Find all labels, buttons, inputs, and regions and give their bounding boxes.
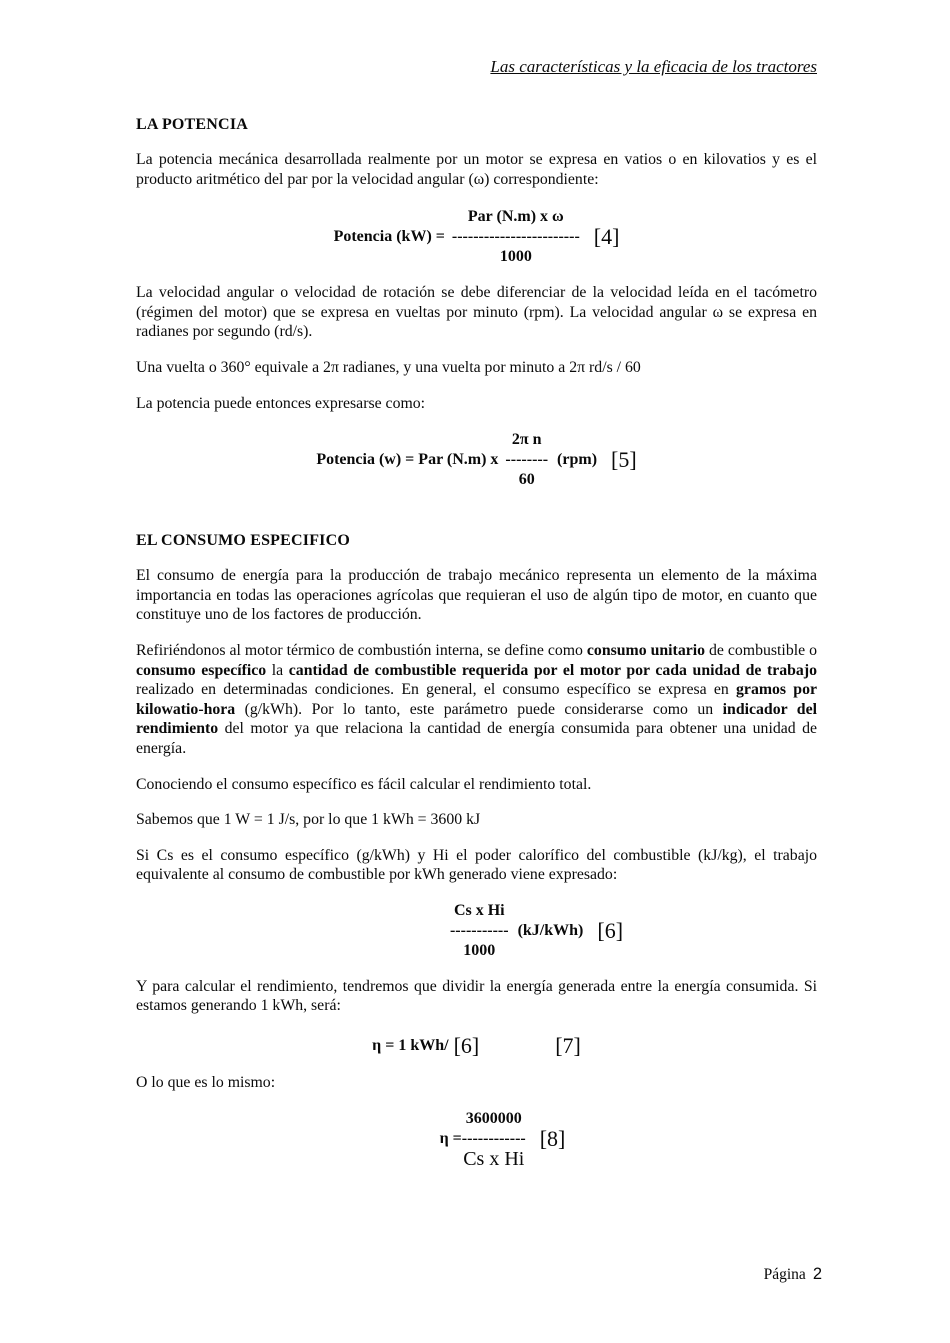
page-number: 2 [812,1265,822,1283]
paragraph-conociendo: Conociendo el consumo específico es fácil calcular el rendimiento total. [136,775,592,793]
section-heading-potencia: LA POTENCIA [136,116,248,133]
paragraph-potencia-expresarse: La potencia puede entonces expresarse como: [136,394,426,412]
fraction-bar: -------- [505,451,549,469]
formula-6 [196,901,877,961]
equation-ref-6: [6] [453,1033,480,1059]
paragraph-sabemos: Sabemos que 1 W = 1 J/s, por lo que 1 kWh = 3600 kJ [136,811,481,829]
bold-consumo-unitario: consumo unitario [586,641,706,659]
formula-4-numerator: Par (N.m) x ω [467,208,564,226]
formula-8-fraction [462,1109,526,1169]
formula-6-numerator: Cs x Hi [453,901,505,919]
formula-6-denominator: 1000 [463,941,496,959]
bold-gramos-kilowatio: gramos por kilowatio-hora [136,681,817,718]
formula-7-expression: η = 1 kWh/ [372,1037,449,1055]
paragraph-velocidad-angular: La velocidad angular o velocidad de rotación se debe diferenciar de la velocidad leída en el tacómetro (régimen del motor) que se expresa en vueltas por minuto (rpm). La velocidad angular ω se expresa en radianes por segundo (rd/s). [136,284,817,341]
paragraph-si-cs: Si Cs es el consumo específico (g/kWh) y Hi el poder calorífico del combustible (kJ/kg), el trabajo equivalente al consumo de combustible por kWh generado viene expresado: [136,846,817,884]
page-footer [764,1265,822,1284]
formula-4 [136,207,817,267]
formula-5-lhs: Potencia (w) = Par (N.m) x [316,451,499,469]
text-run: del motor ya que relaciona la cantidad de energía consumida para obtener una unidad de energía. [136,720,817,757]
formula-4-lhs: Potencia (kW) = [333,228,445,246]
text-run: realizado en determinadas condiciones. En general, el consumo específico se expresa en [136,681,737,699]
bold-indicador-rendimiento: indicador del rendimiento [136,700,817,738]
formula-5-denominator: 60 [518,471,535,489]
formula-5 [136,430,817,490]
header-title: Las características y la eficacia de los tractores [490,57,817,76]
paragraph-y-para-calcular: Y para calcular el rendimiento, tendremos que dividir la energía generada entre la energía consumida. Si estamos generando 1 kWh, será: [136,977,817,1015]
equation-tag-4: [4] [593,224,620,250]
text-run: (g/kWh). Por lo tanto, este parámetro puede considerarse como un [235,700,723,718]
text-run: de combustible o [705,641,818,659]
formula-7 [136,1035,817,1057]
formula-5-units: (rpm) [557,451,598,469]
formula-8-numerator: 3600000 [465,1109,522,1127]
fraction-bar: ------------------------ [451,228,580,246]
fraction-bar: ------------ [461,1129,526,1147]
paragraph-refiriendonos [136,641,817,759]
bold-cantidad-combustible: cantidad de combustible requerida por el motor por cada unidad de trabajo [288,661,817,679]
formula-4-fraction [452,207,580,267]
formula-8-denominator: Cs x Hi [463,1147,525,1170]
bold-consumo-especifico: consumo específico [136,661,267,679]
formula-5-fraction [505,430,548,490]
formula-4-denominator: 1000 [499,248,532,266]
equation-tag-5: [5] [611,447,637,473]
text-run: la [266,661,289,679]
running-header [136,57,817,77]
section-heading-consumo: EL CONSUMO ESPECIFICO [136,532,351,550]
text-run: Refiriéndonos al motor térmico de combustión interna, se define como [136,641,587,659]
formula-8 [162,1109,843,1169]
formula-8-lhs: η = [439,1129,462,1147]
equation-tag-7: [7] [555,1033,581,1059]
equation-tag-6: [6] [597,917,624,943]
formula-5-numerator: 2π n [511,431,542,449]
fraction-bar: ----------- [449,921,509,939]
paragraph-o-lo-mismo: O lo que es lo mismo: [136,1074,276,1092]
paragraph-consumo-energia: El consumo de energía para la producción de trabajo mecánico representa un elemento de la máxima importancia en todas las operaciones agrícolas que requieran el uso de algún tipo de motor, en cuanto que constituye uno de los factores de producción. [136,567,817,624]
paragraph-una-vuelta: Una vuelta o 360° equivale a 2π radianes, y una vuelta por minuto a 2π rd/s / 60 [136,358,641,376]
paragraph-potencia-intro: La potencia mecánica desarrollada realmente por un motor se expresa en vatios o en kilovatios y es el producto aritmético del par por la velocidad angular (ω) correspondiente: [136,151,817,188]
formula-6-fraction [450,901,509,961]
equation-tag-8: [8] [539,1125,566,1151]
formula-6-units: (kJ/kWh) [517,921,584,939]
footer-label: Página [763,1266,806,1283]
